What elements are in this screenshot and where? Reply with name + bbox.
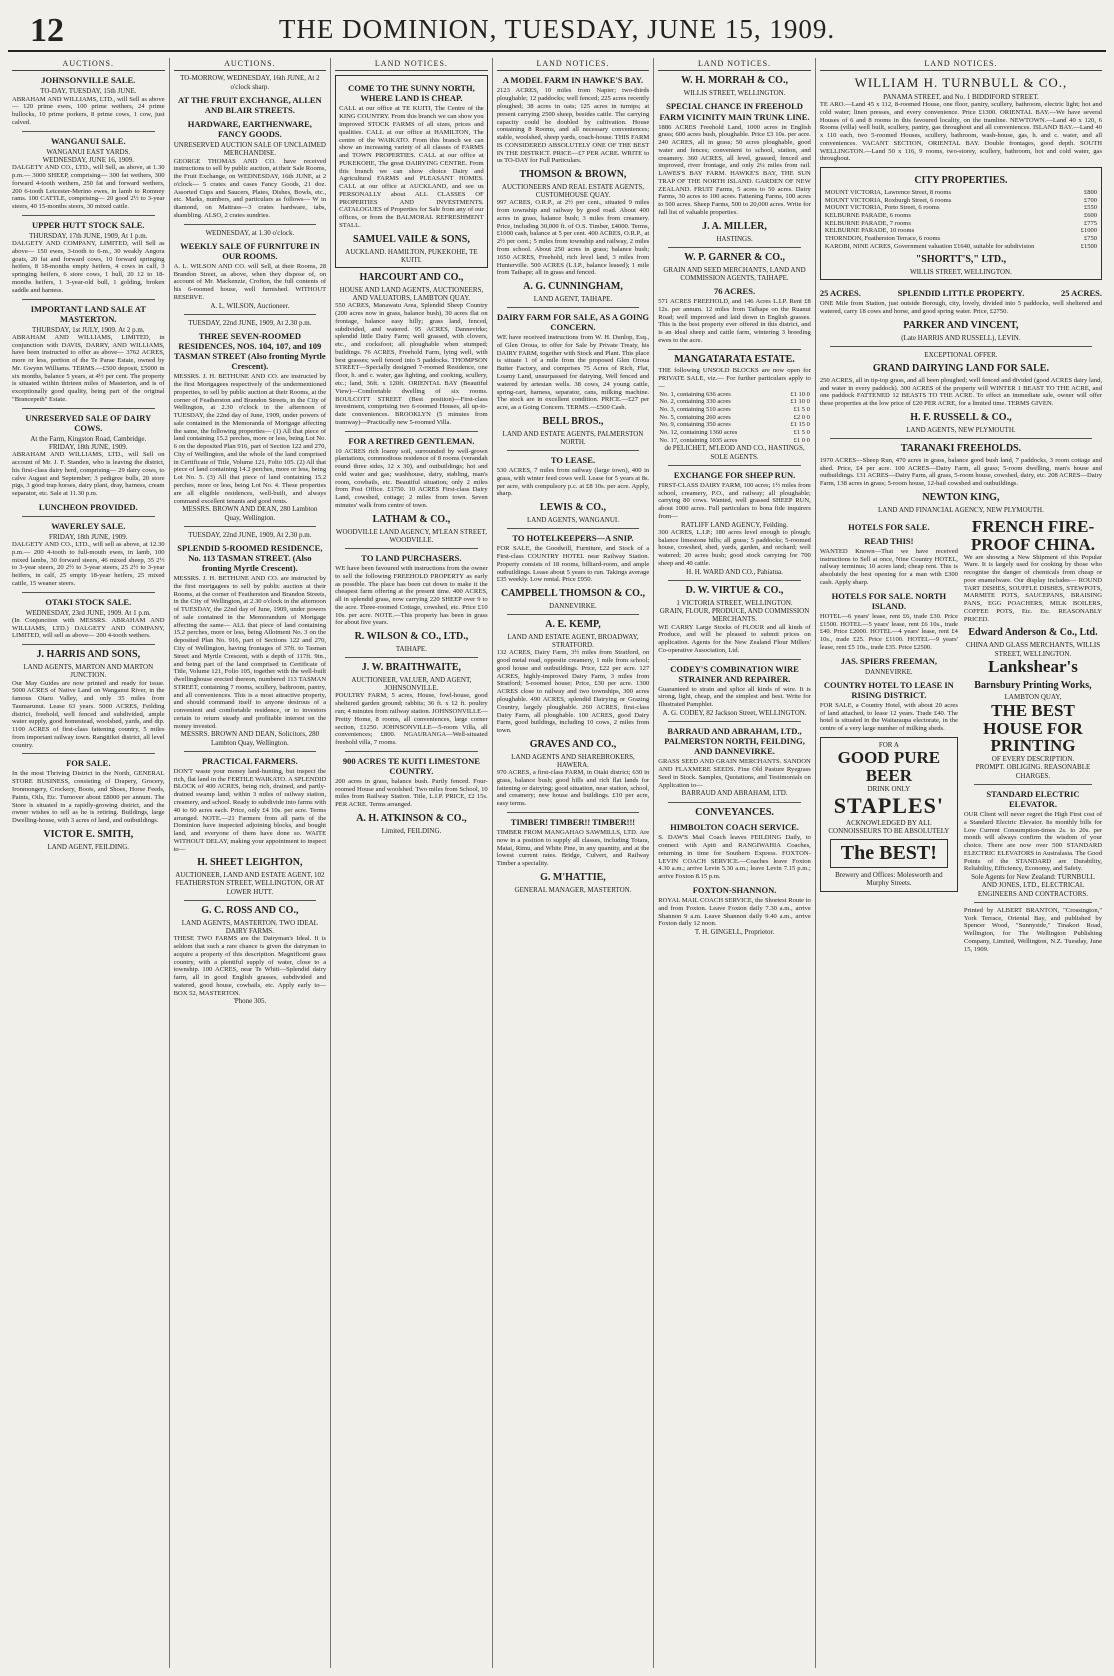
advertiser-name: LEWIS & CO., — [539, 502, 607, 514]
beer-headline: GOOD PURE BEER — [837, 748, 941, 786]
ad-signature: A. G. CODEY, 82 Jackson Street, WELLINGTON. — [662, 708, 807, 717]
row-label: KAROBI, NINE ACRES, Government valuation £1640, suitable for subdivision — [824, 242, 1035, 250]
ad-text: FOR SALE, a Country Hotel, with about 20 acres of land attached, to lease 12 years. Trade £40. The hotel is situated in the Waitaraupa electorate, in the centre of a very large number of milking sheds. — [819, 701, 958, 733]
advertiser-sub: DANNEVIRKE. — [549, 601, 597, 610]
ad-text: ABRAHAM AND WILLIAMS, LIMITED, in conjunction with DAVIS, DARRY, AND WILLIAMS, have been instructed to offer as above— 3762 ACRES, more or less, portion of the Te Parae Estate, owned by Mr. Gwynn Williams. TERMS.—£500 deposit, £5000 in six months, balance 5 years, at 4½ per cent. The property is situated within thirteen miles of Masterton, and is of exceptionally good quality, being part of the original "Brancepeth" Estate. — [12, 333, 165, 403]
ad-text: ONE Mile from Station, just outside Borough, city, lovely, divided into 5 paddocks, well sheltered and watered, carry 18 cows and horse, and good spring water. Price, £2750. — [819, 300, 1103, 316]
divider — [345, 657, 478, 658]
column-6 — [816, 58, 1106, 1668]
column-heading: AUCTIONS. — [174, 58, 327, 71]
ad-title: SPLENDID 5-ROOMED RESIDENCE, No. 113 TASMAN STREET. (Also fronting Myrtle Crescent). — [177, 543, 323, 574]
printing-note: OF EVERY DESCRIPTION. — [991, 755, 1075, 764]
ad-signature: RATLIFF LAND AGENCY, Feilding. — [681, 520, 789, 529]
advertiser-name: THOMSON & BROWN, — [519, 169, 627, 181]
ad-text: GRASS SEED AND GRAIN MERCHANTS. SANDON AND FLAXMERE SEEDS. Fine Old Pasture Ryegrass Seed in Stock. Samples, Quotations, and Testimonials on Application to— — [658, 758, 811, 789]
column-heading: AUCTIONS. — [12, 58, 165, 71]
ad-text: FIRST-CLASS DAIRY FARM, 100 acres; 1½ miles from school, creamery, P.O., and railway; all ploughable; carrying 80 cows. Wanted, well grassed SHEEP RUN, about 1000 acres. Full particulars to bona fide inquirers from— — [658, 481, 811, 520]
advertiser-place: LAMBTON QUAY, — [1004, 693, 1062, 702]
advertiser-name: CAMPBELL THOMSON & CO., — [500, 588, 645, 600]
row-label: THORNDON, Featherston Terrace, 6 rooms — [824, 234, 941, 242]
ad-text: 1970 ACRES—Sheep Run, 470 acres in grass, balance good bush land, 7 paddocks, 3 room cottage and shed. Price, £4 per acre. 100 ACRES—Dairy Farm, all grass; 5-room dwelling, man's house and outbuildings. 131 ACRES—Dairy Farm, all grass, 5-room house, cowshed, dairy, etc. 208 ACRES—Dairy Farm, 138 acres in grass; 5-room house, 12-bail cowshed and outbuildings. — [819, 456, 1103, 488]
blocks-table — [658, 391, 811, 445]
divider — [22, 408, 155, 409]
divider — [668, 580, 801, 581]
ad-signature: MESSRS. BROWN AND DEAN, 280 Lambton Quay, Wellington. — [182, 505, 318, 522]
advertiser-name: A. H. ATKINSON & CO., — [356, 812, 467, 824]
ad-text: 1886 ACRES Freehold Land, 1000 acres in English grass; 600 acres bush, ploughable. Price £3 10s. per acre. 240 ACRES, all in grass; 50 acres ploughable, good water and fences; convenient to school, station, and creamery. 360 ACRES, all level, grassed, fenced and improved, river frontage, and only 2¼ miles from rail. LAWES'S BAY FARM. HAWKE'S BAY, THE SUN TRAP OF THE NORTH ISLAND. GARDEN OF NEW ZEALAND. FRUIT Farms, 5 acres to 50 acres. Dairy Farms, 30 acres to 100 acres. Fattening Farms, 100 acres to 500 acres. Sheep Farms, 500 to 20,000 acres. Write for full list of valuable properties. — [658, 123, 811, 216]
divider — [22, 516, 155, 517]
advertiser-sub: HASTINGS. — [716, 234, 753, 243]
advertiser-sub: AUCTIONEERS AND REAL ESTATE AGENTS, CUSTOMHOUSE QUAY. — [501, 182, 645, 200]
ad-title: A MODEL FARM IN HAWKE'S BAY. — [502, 75, 644, 86]
advertiser-sub: AUCKLAND. HAMILTON, PUKEKOHE, TE KUITI. — [345, 247, 478, 264]
table-row — [824, 204, 1098, 212]
ad-title: OTAKI STOCK SALE. — [45, 596, 132, 607]
advertiser-sub: LAND AGENTS, NEW PLYMOUTH. — [906, 425, 1016, 434]
divider — [22, 299, 155, 300]
row-price: £1000 — [1080, 227, 1098, 235]
advertiser-sub: 1 VICTORIA STREET, WELLINGTON. — [676, 598, 793, 607]
ad-text: S. DAW'S Mail Coach leaves FEILDING Daily, to connect with Apiti and RANGIWAHIA Coaches, returning in time for Southern Express. FOXTON-LEVIN COACH SERVICE.—Coaches leave Foxton 4.30 a.m.; arrive Levin 5.30 a.m.; leave Levin 7.15 p.m.; arrive Foxton 8.15 p.m. — [658, 834, 811, 881]
advertiser-sub: WILLIS STREET, WELLINGTON. — [683, 89, 786, 98]
divider — [668, 802, 801, 803]
ad-date: WEDNESDAY, at 1.30 o'clock. — [205, 228, 295, 237]
divider — [22, 753, 155, 754]
ad-text: WE have received instructions from W. H. Dunlop, Esq., of Glen Oroua, to offer for Sale by Private Treaty, his DAIRY FARM, together with Stock and Plant. This place is situate 1 of a mile from the proposed Glen Oroua Butter Factory, and comprises 75 Acres of Rich, Flat, Loamy Land, unsurpassed for dairying. Well fenced and watered by artesian wells. 38 cows, 24 young cattle, spring-cart, harness, separator, cans, milking machine. The stock are in excellent condition. PRICE.—£27 per acre, as a Going Concern. TERMS.—£500 Cash. — [496, 334, 650, 412]
advertiser-name: GRAVES AND CO., — [529, 738, 617, 750]
beer-top: FOR A — [878, 740, 899, 749]
divider — [668, 465, 801, 466]
row-label: No. 1, containing 636 acres — [659, 390, 731, 398]
ad-kicker: EXCEPTIONAL OFFER. — [924, 350, 998, 359]
advertiser-sub: DANNEVIRKE. — [865, 667, 913, 676]
table-row — [658, 398, 811, 406]
printing-tagline: PROMPT. OBLIGING. REASONABLE CHARGES. — [975, 763, 1091, 780]
row-price: £800 — [1084, 188, 1098, 196]
ad-text: WE have been favoured with instructions from the owner to sell the following FREEHOLD PROPERTY as early as possible. The place has been cut down to make it the cheapest farm offering at the present time. 400 ACRES, all in splendid grass, now carrying 220 SHEEP over 9 to the acre. Three-roomed Cottage, cowshed, etc. Price £10 10s. per acre. NOTE.—This property has been in grass for about five years. — [335, 565, 488, 627]
ad-date: WEDNESDAY, JUNE 16, 1909. — [42, 156, 134, 165]
ad-title: UNRESERVED SALE OF DAIRY COWS. — [25, 412, 152, 433]
advertiser-sub: LAND AND ESTATE AGENT, BROADWAY, STRATFORD. — [507, 632, 639, 650]
ad-text: 997 ACRES, O.R.P., at 2½ per cent., situated 9 miles from township and railway by good road. About 400 acres in grass, balance bush; 3 miles from creamery. Price, including 30,000 ft. of O.S. Timber, £4000. Terms, £1000 cash, balance at 5 per cent. 400 ACRES, O.R.P., at 2½ per cent.; 5 miles from township and railway, 2 miles from school. About 250 acres in grass; balance bush; 1650 ACRES, Freehold, rich level land, 3 miles from Hunterville. 500 ACRES (L.I.P., balance leased); 1 mile from Taihape; all in grass and fenced. — [496, 199, 650, 277]
advertiser-name: G. C. ROSS AND CO., — [201, 904, 299, 916]
ad-title: EXCHANGE FOR SHEEP RUN. — [673, 469, 796, 480]
table-row — [824, 243, 1098, 251]
ad-text: POULTRY FARM, 5 acres, House, fowl-house, good sheltered garden ground; rabbits; 36 ft. x 12 ft. poultry run; 4 minutes from railway station. JOHNSONVILLE—Pretty Home, 8 rooms, all conveniences, large corner section, £1250. JOHNSONVILLE—5-room Villa, all conveniences; £800. NGAURANGA—Well-situated freehold villa, 7 rooms. — [335, 692, 488, 747]
row-label: KELBURNE PARADE, 6 rooms — [824, 211, 911, 219]
advertiser-sub: GENERAL MANAGER, MASTERTON. — [514, 885, 632, 894]
table-row — [658, 406, 811, 414]
acres-row — [820, 284, 1102, 300]
divider — [830, 346, 1092, 347]
advertiser-name: "SHORTT'S," LTD., — [915, 254, 1007, 266]
divider — [668, 659, 801, 660]
table-row — [658, 429, 811, 437]
row-label: No. 5, containing 260 acres — [659, 413, 731, 421]
ad-title: TO LAND PURCHASERS. — [361, 553, 462, 563]
row-price: £2 0 0 — [793, 413, 810, 421]
advertiser-sub: HOUSE AND LAND AGENTS, AUCTIONEERS, AND VALUATORS, LAMBTON QUAY. — [339, 285, 484, 303]
columns — [8, 58, 1106, 1668]
ad-text: WANTED Known—That we have received instructions to Sell at once, Nine Country HOTEL, railway terminus; 10 acres land; cheap rent. This is absolutely the best opening for a man with £300 cash. Apply sharp. — [819, 547, 958, 586]
table-row — [824, 189, 1098, 197]
ad-signature: H. H. WARD AND CO., Pahiatua. — [686, 567, 783, 576]
divider — [974, 902, 1092, 903]
advertiser-name: J. HARRIS AND SONS, — [36, 649, 141, 661]
divider — [184, 314, 317, 315]
china-headline: FRENCH FIRE-PROOF CHINA. — [970, 516, 1095, 554]
ad-date: TUESDAY, 22nd JUNE, 1909, At 2.30 p.m. — [188, 530, 312, 539]
divider — [507, 450, 640, 451]
bottom-split — [820, 518, 1102, 954]
ad-text: Guaranteed to strain and splice all kinds of wire. It is strong, light, cheap, and the simplest and best. Write for Illustrated Pamphlet. — [658, 685, 811, 709]
ad-title: HIMBOLTON COACH SERVICE. — [670, 822, 799, 833]
advertiser-sub: (Late HARRIS AND RUSSELL), LEVIN. — [901, 333, 1021, 342]
row-price: £750 — [1084, 234, 1098, 242]
row-label: No. 3, containing 510 acres — [659, 406, 731, 414]
ad-text: DALGETY AND CO., LTD., will sell as above, at 12.30 p.m.— 200 4-tooth to full-mouth ewes, in lamb, 100 mixed lambs, 30 forward steers, 46 mixed sheep, 35 2½ to 3-year steers, 20 2½ to 3-year steers, 25 2½ to 3-year heifers, in calf, 25 empty 18-year heifers, 25 mixed cattle, 15 weaner steers. — [12, 541, 165, 587]
row-price: £1 15 0 — [790, 421, 810, 429]
ad-title: CITY PROPERTIES. — [914, 175, 1008, 187]
ad-title: CODEY'S COMBINATION WIRE STRAINER AND REPAIRER. — [670, 663, 799, 684]
advertiser-sub: AUCTIONEER, LAND AND ESTATE AGENT, 102 FEATHERSTON STREET, WELLINGTON, OR AT LOWER HUTT. — [175, 871, 325, 896]
ad-title: 76 ACRES. — [713, 286, 756, 297]
advertiser-name: R. WILSON & CO., LTD., — [354, 631, 469, 643]
divider — [184, 900, 317, 901]
row-price: £1 5 0 — [793, 406, 810, 414]
advertiser-sub: LAND AGENTS, MASTERTON. TWO IDEAL DAIRY FARMS. — [181, 918, 318, 935]
divider — [668, 349, 801, 350]
table-row — [658, 414, 811, 422]
beer-ack: ACKNOWLEDGED BY ALL CONNOISSEURS TO BE ABSOLUTELY — [828, 819, 950, 836]
advertiser-name: H. SHEET LEIGHTON, — [197, 857, 303, 869]
advertiser-sub: LAND AGENT, TAIHAPE. — [533, 294, 613, 303]
ad-note: LUNCHEON PROVIDED. — [38, 501, 138, 512]
divider — [22, 592, 155, 593]
ad-title: READ THIS! — [864, 535, 914, 546]
divider — [345, 548, 478, 549]
ad-title: FOXTON-SHANNON. — [692, 884, 777, 895]
ad-text: ABRAHAM AND WILLIAMS, LTD., will Sell as above— 120 prime ewes, 100 prime wethers, 24 prime bullocks, 10 prime porkers, 8 prime cows, 1 cow, just calved. — [12, 95, 165, 126]
section-title: HOTELS FOR SALE. — [848, 521, 930, 532]
advertiser-sub: Barnsbury Printing Works, — [974, 679, 1092, 691]
column-1 — [8, 58, 170, 1668]
row-label: MOUNT VICTORIA, Porto Street, 6 rooms — [824, 204, 940, 212]
ad-text: 530 ACRES, 7 miles from railway (large town), 400 in grass, with winter feed cows well. Lease for 5 years at 8s. per acre, with compulsory p.c. at £8 10s. per acre. Apply, sharp. — [496, 467, 650, 498]
printer-imprint: Printed by ALBERT BRANTON, "Crossington," York Terrace, Oriental Bay, and published by Spencer Wood, "Sunnyside," Tinakori Road, Wellington, for The Wellington Publishing Company, Limited, Wellington, N.Z. Tuesday, June 15, 1909. — [963, 906, 1103, 953]
ad-text: WE CARRY Large Stocks of FLOUR and all kinds of Produce, and will be pleased to submit prices on application. Agents for the New Zealand Flour Millers' Co-operative Association, Ltd. — [658, 623, 811, 654]
table-row — [824, 227, 1098, 235]
column-2 — [170, 58, 332, 1668]
table-row — [658, 437, 811, 445]
ad-title: SPLENDID LITTLE PROPERTY. — [897, 288, 1025, 299]
ad-text: THESE TWO FARMS are the Dairyman's Ideal. It is seldom that such a rare chance is given the dairyman to acquire a property of this description. Magnificent grass country, with a plentiful supply of water, close to a township. 100 ACRES, near Te Whiti—Splendid dairy farm, all in good English grasses, subdivided and watered, good house, cowbails, etc. Apply early to— BOX 52, MASTERTON. — [173, 935, 327, 997]
row-price: £1 5 0 — [793, 429, 810, 437]
lankshear-logo: Lankshear's — [988, 656, 1078, 676]
advertiser-name: WILLIAM H. TURNBULL & CO., — [854, 75, 1068, 91]
ad-title: DAIRY FARM FOR SALE, AS A GOING CONCERN. — [496, 312, 649, 333]
advertiser-name: SAMUEL VAILE & SONS, — [352, 233, 470, 245]
column-heading: LAND NOTICES. — [820, 58, 1102, 71]
ad-text: GEORGE THOMAS AND CO. have received instructions to sell by public auction, at their Sale Rooms, the Fruit Exchange, on WEDNESDAY, 16th JUNE, at 2 o'clock— 5 crates and cases Fancy Goods, 21 doz. Assorted Cups and Saucers, Plates, Dishes, Bowls, etc., etc. Marks, numbers, and particulars as follows— W in diamond, on Mattrass—3 crates hardware, tabs, shambling. ALSO, 2 crates sundries. — [173, 157, 327, 219]
divider — [830, 438, 1092, 439]
ad-title: GRAND DAIRYING LAND FOR SALE. — [872, 363, 1049, 375]
ad-title: WEEKLY SALE OF FURNITURE IN OUR ROOMS. — [180, 240, 320, 261]
divider — [345, 431, 478, 432]
table-row — [824, 212, 1098, 220]
advertiser-sub: AUCTIONEER, VALUER, AND AGENT, JOHNSONVILLE. — [351, 675, 472, 693]
ad-phone: 'Phone 305. — [233, 997, 267, 1006]
ad-text: ROYAL MAIL COACH SERVICE, the Shortest Route to and from Foxton. Leave Foxton daily 7.30 a.m., arrive Shannon 9 a.m. Leave Shannon daily 9.40 a.m., arrive Foxton daily 12 noon. — [658, 896, 811, 928]
advertiser-sub: TAIHAPE. — [395, 644, 427, 653]
ad-date: WEDNESDAY, 23rd JUNE, 1909. At 1 p.m. — [25, 608, 151, 617]
ad-text: 200 acres in grass, balance bush. Partly fenced. Four-roomed House and woolshed. Two miles from School, 10 miles from Railway Station. Title, L.I.P. PRICE, £2 15s. PER ACRE. Terms arranged. — [335, 777, 488, 809]
ad-text: 10 ACRES rich loamy soil, surrounded by well-grown plantations, commodious residence of 8 rooms (verandah round three sides, 12 x 30), and outbuildings; hot and cold water and gas; washhouse, dairy, stabling, man's room, cowbails, etc. Beautiful situation; only 2 miles from Post Office. £1750. 10 ACRES First-class Dairy Land, cowshed, cottage; 2 miles from town. Seven minutes' walk from centre of town. — [335, 447, 488, 509]
divider — [345, 751, 478, 752]
ad-box — [335, 75, 488, 268]
beer-drink: DRINK ONLY — [867, 784, 911, 793]
ad-title: WANGANUI SALE. — [50, 135, 126, 146]
row-price: £775 — [1084, 219, 1098, 227]
row-label: KELBURNE PARADE, 7 rooms — [824, 219, 911, 227]
ad-title: FOR SALE. — [66, 758, 111, 769]
advertiser-sub: LAND AGENTS, MARTON AND MARTON JUNCTION. — [23, 663, 154, 680]
ad-text: TE ARO.—Land 45 x 112, 8-roomed House, one floor, pantry, scullery, bathroom, electric light; hot and cold water; linen presses, and every convenience. Price £1300. ORIENTAL BAY.—We have several Houses of 6 and 8 rooms in this favoured locality, on the tramline. NEWTOWN.—Land 40 x 120, 6 Rooms (villa) well built, scullery, pantry, gas throughout and all conveniences. ISLAND BAY.—Land 40 x 110 each, two 5-roomed Houses, scullery, bathroom, wash-house, gas, h. and c. water, and all conveniences. VACANT SECTION, ORIENTAL BAY. Double frontages, good depth. SOUTH WELLINGTON.—Land 50 x 116, 9 rooms, two-storey, scullery, bathroom, hot and cold water, gas throughout. — [819, 101, 1103, 163]
ad-title: 900 ACRES TE KUITI LIMESTONE COUNTRY. — [342, 755, 480, 776]
best-banner: The BEST! — [830, 839, 948, 869]
ad-title: IMPORTANT LAND SALE AT MASTERTON. — [30, 303, 146, 324]
divider — [668, 721, 801, 722]
ad-signature: MESSRS. BROWN AND DEAN, Solicitors, 280 Lambton Quay, Wellington. — [180, 730, 320, 747]
ad-text: OUR Client will never regret the High First cost of a Standard Electric Elevator. Its monthly bills for Low Current Consumption-times 2s. to 20s. per month will always confirm the wisdom of your choice. There are now over 500 STANDARD ELECTRIC ELEVATORS in Australasia. The Good Points of the STANDARD are Durability, Reliability, Efficiency, Economy, and Safety. — [963, 810, 1103, 873]
row-label: No. 9, containing 350 acres — [659, 421, 731, 429]
beer-ad — [820, 737, 958, 892]
advertiser-name: J. A. MILLER, — [702, 220, 767, 232]
row-price: £600 — [1084, 211, 1098, 219]
divider — [507, 614, 640, 615]
ad-date: TO-MORROW, WEDNESDAY, 16th JUNE, At 2 o'clock sharp. — [180, 74, 320, 91]
column-3 — [331, 58, 493, 1668]
brewery-address: Brewery and Offices: Molesworth and Murphy Streets. — [835, 871, 943, 888]
advertiser-name: W. P. GARNER & CO., — [684, 251, 785, 263]
divider — [507, 307, 640, 308]
divider — [507, 528, 640, 529]
ad-title: TIMBER! TIMBER!! TIMBER!!! — [510, 816, 636, 827]
advertiser-name: A. E. KEMP, — [545, 619, 601, 631]
advertiser-sub: WILLIS STREET, WELLINGTON. — [909, 267, 1012, 276]
row-label: No. 12, containing 1360 acres — [659, 429, 738, 437]
ad-title: JOHNSONVILLE SALE. — [41, 75, 136, 86]
divider — [184, 751, 317, 752]
bottom-right — [964, 518, 1102, 954]
advertiser-sub: LAND AND ESTATE AGENTS, PALMERSTON NORTH. — [502, 429, 644, 446]
page-number: 12 — [30, 12, 64, 49]
advertiser-name: NEWTON KING, — [922, 491, 1000, 503]
row-label: MOUNT VICTORIA, Roxburgh Street, 6 rooms — [824, 196, 952, 204]
divider — [22, 131, 155, 132]
advertiser-name: PARKER AND VINCENT, — [903, 319, 1019, 331]
divider — [184, 224, 317, 225]
advertiser-name: W. H. MORRAH & CO., — [681, 75, 788, 87]
advertiser-sub: LAND AGENTS, WANGANUI. — [526, 515, 619, 524]
advertiser-sub: WOODVILLE LAND AGENCY, M'LEAN STREET, WOODVILLE. — [335, 527, 487, 544]
row-price: £1 10 0 — [790, 398, 810, 406]
ad-title: TO HOTELKEEPERS—A SNIP. — [512, 533, 634, 544]
ad-text: 132 ACRES, Dairy Farm, 3½ miles from Stratford, on good metal road, opposite creamery, 1 mile from school; good house and outbuildings. Price, £22 per acre. 127 ACRES, highly-improved Dairy Farm, 3 miles from Stratford; 5-roomed house; Price, £30 per acre. 1300 ACRES close to railway and two townships, 300 acres ploughable. 490 ACRES, splendid Dairying or Grazing Country, largely ploughable. 260 ACRES, first-class Dairy Farm, all ploughable. 100 ACRES, good Dairy Farm, good buildings, including 10 cows, 2 miles from town. — [496, 649, 650, 735]
advertiser-sub: LAND AGENTS AND SHAREBROKERS, HAWERA. — [511, 752, 635, 769]
ad-text: We are showing a New Shipment of this Popular Ware. It is largely used for cooking by those who recognise the danger of chemicals from cheap or poor enamelware. Our display includes— ROUND TART DISHES, SOUFFLE DISHES, STEWPOTS, MARMITE POTS, SAUCEPANS, BRAISING PANS, EGG POACHERS, MILK BOILERS, COFFEE POTS, Etc. Etc. REASONABLY PRICED. — [963, 553, 1103, 623]
ad-date: THURSDAY, 1st JULY, 1909. At 2 p.m. — [32, 325, 145, 334]
advertiser-sub: GRAIN AND SEED MERCHANTS, LAND AND COMMISSION AGENTS, TAIHAPE. — [663, 265, 806, 282]
ad-title: BARRAUD AND ABRAHAM, LTD., PALMERSTON NORTH, FEILDING, AND DANNEVIRKE. — [664, 726, 805, 757]
ad-signature: de PELICHET, M'LEOD AND CO., HASTINGS, SOLE AGENTS. — [664, 444, 805, 461]
ad-date: FRIDAY, 18th JUNE, 1909. — [48, 442, 128, 451]
advertiser-sub: LAND AND FINANCIAL AGENCY, NEW PLYMOUTH. — [878, 505, 1044, 514]
advertiser-name: G. M'HATTIE, — [540, 871, 606, 883]
bottom-left — [820, 518, 958, 954]
ad-title: SPECIAL CHANCE IN FREEHOLD FARM VICINITY MAIN TRUNK LINE. — [659, 101, 810, 122]
ad-title: WAVERLEY SALE. — [51, 520, 126, 531]
ad-signature: BARRAUD AND ABRAHAM, LTD. — [681, 789, 788, 798]
ad-text: CALL at our office at TE KUITI, The Centre of the KING COUNTRY. From this branch we can show you improved STOCK FARMS of all sizes, prices and qualities. CALL at our office at HAMILTON, The centre of the WAIKATO. From this branch we can show an increasing variety of all classes of FARMS and TOWN PROPERTIES. CALL at our office at PUKEKOHE, The great DAIRYING CENTRE. From this branch we can show choice Dairy and Agricultural FARMS and PLEASANT HOMES. CALL at our office at AUCKLAND, and see us PERSONALLY about ALL CLASSES OF PROPERTIES AND INVESTMENTS. CATALOGUES of Properties for Sale from any of our offices, or from the BALMORAL REFRESHMENT STALL. — [339, 105, 484, 229]
ad-date: TUESDAY, 22nd JUNE, 1909, At 2.30 p.m. — [188, 318, 312, 327]
ad-place: WANGANUI EAST YARDS. — [46, 147, 131, 156]
ad-title: COME TO THE SUNNY NORTH, WHERE LAND IS CHEAP. — [348, 83, 475, 104]
ad-title: COUNTRY HOTEL TO LEASE IN RISING DISTRICT. — [823, 679, 954, 700]
ad-text: DON'T waste your money land-hunting, but inspect the rich, flat land in the FERTILE WAIKATO. A SPLENDID BLOCK of 400 ACRES, being rich, drained, and partly-drained swamp land; within 3 miles of railway station, creamery, and school. Ready to subdivide into farms with 40 to 60 acres each. Price, only £4 10s. per acre. Terms arranged. NOTE.—21 Farmers from all parts of the Dominion have inspected adjoining blocks, and bought land, and everyone of them have done so. WAITE WITHOUT DELAY, making your appointment to inspect to— — [173, 767, 327, 853]
advertiser-name: JAS. SPIERS FREEMAN, — [840, 655, 938, 666]
ad-signature: A. L. WILSON, Auctioneer. — [210, 301, 290, 310]
ad-text: 300 ACRES, L.I.P.; 180 acres level enough to plough; balance limestone hills; all grass; 5 paddocks; 5-roomed house, cowshed, shed, yards, garden, and orchard; well watered; 20 acres bush; good stock carrying for 700 sheep and 40 cattle. — [658, 528, 811, 567]
ad-text: HOTEL—6 years' lease, rent £6, trade £30. Price £1500. HOTEL—5 years' lease, rent £6 10s., trade £40. Price £2000. HOTEL—4 years' lease, rent £4 10s., trade £25. Price £1100. HOTEL—9 years' lease, rent £5 10s., trade £35. Price £2500. — [819, 612, 958, 651]
ad-title: THREE SEVEN-ROOMED RESIDENCES, NOS. 104, 107, and 109 TASMAN STREET (Also fronting Myrtle Crescent). — [174, 331, 326, 372]
row-label: MOUNT VICTORIA, Lawrence Street, 8 rooms — [824, 188, 952, 196]
ad-place: AT THE FRUIT EXCHANGE, ALLEN AND BLAIR STREETS. — [178, 94, 322, 115]
row-price: £550 — [1084, 204, 1098, 212]
ad-text: 571 ACRES FREEHOLD, and 146 Acres L.I.P. Rent £8 12s. per annum. 12 miles from Taihape on the Ruanui Road; well improved and laid down in English grasses. This is the best property ever offered in this district, and is an ideal sheep and cattle farm, wintering 3 breeding ewes to the acre. — [658, 298, 811, 344]
advertiser-line: GRAIN, FLOUR, PRODUCE, AND COMMISSION MERCHANTS. — [659, 607, 810, 624]
ad-title: UPPER HUTT STOCK SALE. — [31, 219, 145, 230]
advertiser-name: LATHAM & CO., — [372, 513, 451, 525]
ad-title: TO LEASE. — [550, 455, 596, 466]
advertiser-sub: PANAMA STREET, and No. 1 BIDDIFORD STREET. — [883, 92, 1039, 101]
ad-signature: Sole Agents for New Zealand: TURNBULL AND JONES, LTD., ELECTRICAL ENGINEERS AND CONTRACTORS. — [971, 873, 1095, 898]
ad-title: MANGATARATA ESTATE. — [674, 353, 795, 365]
advertiser-sub: Limited, FEILDING. — [381, 826, 442, 835]
table-row — [658, 391, 811, 399]
ad-text: A. L. WILSON AND CO. will Sell, at their Rooms, 28 Brandon Street, as above, when they dispose of, on account of Mr. Mackenzie, Crofton, the full contents of his 6-roomed house, well furnished. WITHOUT RESERVE. — [173, 262, 327, 301]
ad-title: HARDWARE, EARTHENWARE, FANCY GOODS. — [187, 118, 312, 139]
ad-text: MESSRS. J. H. BETHUNE AND CO. are instructed by the first mortgagees to sell by public auction at their Rooms, at the corner of Featherston and Brandon Streets, in the City of Wellington, at 2.30 o'clock in the afternoon of TUESDAY, the 22nd day of June, 1909, under powers of sale contained in the Memorandum of Mortgage affecting the same— ALL that piece of land containing 15.2 perches, more or less, being Allotment No. 3 on the deposited Plan No. 916, part of Sections 122 and 270, City of Wellington, having frontages of 37ft. to Tasman Street and Myrtle Crescent, with a depth of 117ft. 9in., and being part of the land comprised in Certificate of Title, Volume 121, Folio 105, together with the well-built dwellinghouse erected thereon, numbered 113 TASMAN STREET, containing 7 rooms, scullery, bathroom, pantry, and all conveniences. This is a most attractive property, and should command itself to anyone desirous of a convenient and comfortable residence, or to investors certain to return steady and profitable interest on the money invested. — [173, 575, 327, 730]
ad-title: PRACTICAL FARMERS. — [201, 755, 298, 766]
ad-date: TO-DAY, TUESDAY, 15th JUNE. — [40, 87, 137, 96]
ad-signature: T. H. GINGELL, Proprietor. — [694, 928, 775, 937]
ad-text: TIMBER FROM MANGAHAO SAWMILLS, LTD. Are now in a position to supply all classes, including Totara, Matai, Rimu, and White Pine, in any quantity, and at the lowest current rates. Bridge, Culvert, and Railway Timber a speciality. — [496, 828, 650, 868]
row-price: £1 0 0 — [793, 436, 810, 444]
divider — [22, 215, 155, 216]
divider — [184, 526, 317, 527]
table-row — [658, 421, 811, 429]
newspaper-title: THE DOMINION, TUESDAY, JUNE 15, 1909. — [278, 14, 836, 44]
ad-text: 970 ACRES, a first-class FARM, in Otaki district; 630 in grass, balance bush; good hills and rich flat lands for fattening or dairying; good situation, near station, school, and creamery; new house and buildings. £10 per acre, easy terms. — [496, 769, 650, 808]
staples-logo: STAPLES' — [833, 793, 945, 819]
ad-text: In the most Thriving District in the North, GENERAL STORE BUSINESS, consisting of Drapery, Grocery, Ironmongery, Crockery, Boots, and Shoes, Horse Feeds, Paints, Oils, Etc. Turnover about £8000 per annum. The Store is situated in a rapidly-growing district, and the owner wishes to sell as he is retiring. Buildings, large Dwelling-house, with 3 acres of land, and outbuildings. — [12, 770, 165, 825]
ad-sub: UNRESERVED AUCTION SALE OF UNCLAIMED MERCHANDISE. — [173, 141, 326, 158]
ad-box — [820, 167, 1102, 280]
table-row — [824, 235, 1098, 243]
advertiser-name: H. F. RUSSELL & CO., — [910, 411, 1012, 423]
advertiser-name: A. G. CUNNINGHAM, — [523, 281, 623, 293]
row-label: No. 2, containing 330 acres — [659, 398, 731, 406]
ad-text: MESSRS. J. H. BETHUNE AND CO. are instructed by the first Mortgagees respectively of the undermentioned properties, to sell by public auction at their Rooms, at the corner of Featherston and Brandon Streets, in the City of Wellington, at 2.30 o'clock in the afternoon of TUESDAY, the 22nd day of June, 1909, under powers of sale contained in the Memoranda of Mortgage affecting the same, the following properties— (1) All that piece of land containing 15.2 perches, more or less, being Lot No. 6 on the deposited Plan 916, part of Section 122 and 270, City of Wellington, and the whole of the land comprised in Certificate of Title, Volume 121, Folio 105. (2) All that piece of land containing 14.2 perches, more or less, being Lot No. 5. (3) All that piece of land containing 15.2 perches, more or less, being Lot No. 4. These properties are all eligible residences, well-built, and always command excellent tenants and good rents. — [173, 373, 327, 505]
ad-text: 250 ACRES, all in tip-top grass, and all been ploughed; well fenced and divided (good ACRES dairy land, and water in every paddock). 300 ACRES of the property will WINTER 1 BEAST TO THE ACRE, and one paddock FATTENED 12 BEASTS TO THE ACRE. To effect an immediate sale, owner will offer these properties at the low price of £20 PER ACRE, for a limited time. TERMS GIVEN. — [819, 376, 1103, 408]
ad-text: THE following UNSOLD BLOCKS are now open for PRIVATE SALE, viz.— For further particulars apply to— — [658, 367, 811, 390]
ad-text: Our May Guides are now printed and ready for issue. 5000 ACRES of Native Land on Wanganui River, in the famous Otaru Valley, and only 35 miles from Taumarunui. Lease 63 years. 5000 ACRES, Feilding district, freehold, well fenced and subdivided, ample water supply, good homestead, woolshed, yards, and dip. 1100 ACRES of first-class fattening country, 5 miles from important railway town. Rangitikei district, all level country. — [12, 679, 165, 749]
acres-left: 25 ACRES. — [819, 288, 861, 299]
ad-text: (In Conjunction with MESSRS. ABRAHAM AND WILLIAMS, LTD.) DALGETY AND COMPANY, LIMITED, will sell as above— 200 4-tooth wethers. — [12, 616, 165, 640]
divider — [668, 247, 801, 248]
row-label: No. 17, containing 1035 acres — [659, 436, 738, 444]
ad-title: TARANAKI FREEHOLDS. — [900, 442, 1022, 454]
column-4 — [493, 58, 655, 1668]
row-price: £1 10 0 — [790, 390, 810, 398]
ad-text: 2123 ACRES, 10 miles from Napier; two-thirds ploughable; 12 paddocks; well fenced; 225 acres recently ploughed; 38 acres in oats; 125 acres in turnips; at present carrying 2500 sheep, besides cattle. The carrying capacity could be doubled by cultivation. House containing 8 Rooms, and all necessary conveniences; stable, woolshed, sheep yards, coach-house. THIS FARM IS CONSIDERED ABSOLUTELY ONE OF THE BEST IN THE DISTRICT. PRICE—£7 PER ACRE. WRITE to us TO-DAY for Full Particulars. — [496, 87, 650, 165]
advertiser-name: Edward Anderson & Co., Ltd. — [968, 627, 1098, 639]
column-5 — [654, 58, 816, 1668]
best-house-banner: THE BEST HOUSE FOR PRINTING — [983, 700, 1083, 756]
row-price: £1500 — [1080, 242, 1098, 250]
ad-place: At the Farm, Kingston Road, Cambridge. — [30, 434, 147, 443]
column-heading: LAND NOTICES. — [658, 58, 811, 71]
column-heading: LAND NOTICES. — [497, 58, 650, 71]
divider — [507, 812, 640, 813]
ad-text: DALGETY AND COMPANY, LIMITED, will Sell as above— 150 ewes, 3-tooth to 6-m., 30 weakly Angora goats, 20 fat and forward cows, 10 forward springing heifers, 8 18-months empty heifers, 4 cows in calf, 3 springing heifers, 6 store cows, 1 bull, 20 12 to 18-months heifers, 1 3-year-old bull, 1 golding, broken saddle and harness. — [12, 240, 165, 294]
advertiser-name: VICTOR E. SMITH, — [43, 828, 134, 840]
ad-title: STANDARD ELECTRIC ELEVATOR. — [986, 788, 1080, 809]
table-row — [824, 220, 1098, 228]
ad-text: FOR SALE, the Goodwill, Furniture, and Stock of a First-class COUNTRY HOTEL near Railway Station. Property consists of 18 rooms, billiard-room, and ample outbuildings. Lease about 5 years to run. Takings average £35 weekly. Low rental. Price £950. — [496, 545, 650, 584]
city-properties-table — [824, 189, 1098, 250]
acres-right: 25 ACRES. — [1060, 288, 1103, 299]
ad-date: THURSDAY, 17th JUNE, 1909, At 1 p.m. — [29, 231, 148, 240]
advertiser-name: D. W. VIRTUE & CO., — [685, 585, 784, 597]
ad-date: FRIDAY, 18th JUNE, 1909. — [48, 532, 128, 541]
ad-text: DALGETY AND CO., LTD., will Sell, as above, at 1.30 p.m.— 3000 SHEEP, comprising— 300 fat wethers, 300 forward 4-tooth wethers, 250 fat and forward wethers, 200 6-tooth Leicester-Merino ewes, in lamb to Romney rams. 100 CATTLE, comprising— 20 good 2½ to 3-year steers, 40 15-months steers, 30 mixed cattle. — [12, 164, 165, 211]
advertiser-name: BELL BROS., — [542, 415, 604, 427]
row-label: KELBURNE PARADE, 10 rooms — [824, 227, 915, 235]
section-title: CONVEYANCES. — [695, 806, 774, 818]
advertiser-sub: LAND AGENT, FEILDING. — [47, 842, 130, 851]
row-price: £700 — [1084, 196, 1098, 204]
divider — [974, 784, 1092, 785]
advertiser-name: J. W. BRAITHWAITE, — [361, 662, 461, 674]
divider — [22, 644, 155, 645]
table-row — [824, 197, 1098, 205]
ad-text: 550 ACRES, Manawatu Area, Splendid Sheep Country (200 acres now in grass, balance bush), 30 acres flat on frontage, balance easy hilly; grass land, fenced, subdivided, and watered. 95 ACRES, Dannevirke; splendid little Dairy Farm; well grassed, with clovers, etc., and cocksfoot; all ploughable when stumped; buildings. 76 ACRES, Freehold Farm, lying well, with best grasses; well fenced into 5 paddocks. THOMPSON STREET—Specially designed 7-roomed Residence, one floor, h. and c. water, gas lighting, and cooking, scullery, etc.; land, 36ft. x 120ft. ORIENTAL BAY (Beautiful View)—Comfortable dwelling of six rooms. BOULCOTT STREET (Best position)—First-class investment, comprising two 6-roomed Houses, all up-to-date conveniences. BROOKLYN (5 minutes from tramway)—Practically new 5-roomed Villa. — [335, 302, 488, 426]
masthead — [8, 10, 1106, 52]
advertiser-sub: CHINA AND GLASS MERCHANTS, WILLIS STREET, WELLINGTON. — [965, 641, 1101, 658]
advertiser-name: HARCOURT AND CO., — [359, 272, 464, 284]
ad-title: FOR A RETIRED GENTLEMAN. — [348, 435, 475, 446]
column-heading: LAND NOTICES. — [335, 58, 488, 71]
ad-title: HOTELS FOR SALE. NORTH ISLAND. — [831, 590, 947, 611]
ad-text: ABRAHAM AND WILLIAMS, LTD., will Sell on account of Mr. J. F. Standen, who is leaving the district, his first-class dairy herd, comprising— 29 dairy cows, to calve August and September; 3 pedigree bulls, 20 store pigs, 3 good trap horses, dairy plant, dray, harness, cream separator, etc. Sale at 11.30 p.m. — [12, 451, 165, 498]
